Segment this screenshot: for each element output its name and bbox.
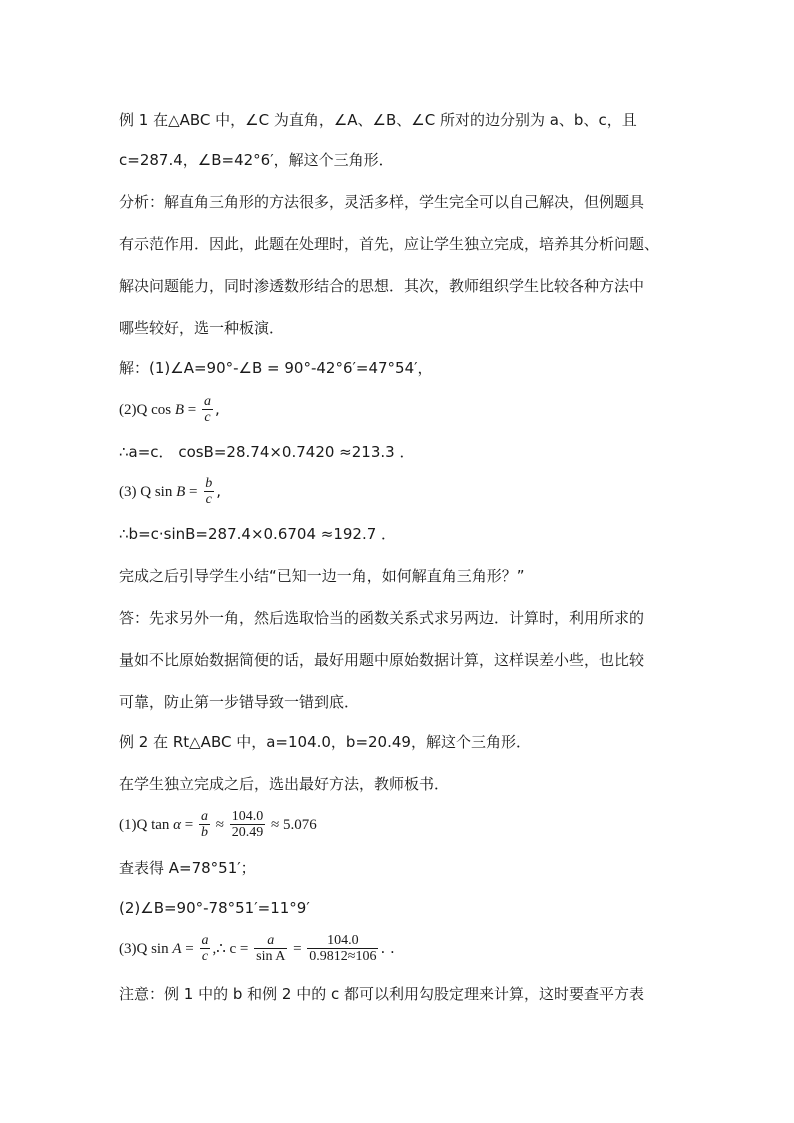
eq21-var: A xyxy=(172,941,182,957)
eq18-prefix: (1)Q tan xyxy=(119,817,174,833)
eq21-denominator1: c xyxy=(201,949,209,964)
answer-line1: 答：先求另外一角，然后选取恰当的函数关系式求另两边．计算时，利用所求的 xyxy=(119,609,645,627)
example1-statement-line1: 例 1 在△ABC 中，∠C 为直角，∠A、∠B、∠C 所对的边分别为 a、b、c，且 xyxy=(119,111,637,129)
eq18-fraction1 xyxy=(199,809,210,840)
eq8-eq: = xyxy=(184,402,200,418)
solution-step2-equation xyxy=(119,394,220,425)
eq18-numerator1: a xyxy=(201,809,208,824)
eq10-fraction xyxy=(203,476,214,507)
example2-step2: (2)∠B=90°-78°51′=11°9′ xyxy=(119,899,310,917)
eq18-eq: = xyxy=(181,817,197,833)
eq21-fraction2 xyxy=(254,933,287,964)
eq10-suffix: , xyxy=(216,482,221,500)
example1-statement-line2: c=287.4，∠B=42°6′，解这个三角形． xyxy=(119,151,394,169)
eq21-fraction1 xyxy=(199,933,210,964)
eq18-denominator1: b xyxy=(201,825,208,840)
eq21-eq2: = xyxy=(289,941,306,957)
example2-step3-equation xyxy=(119,932,395,965)
eq8-prefix: (2)Q cos xyxy=(119,402,175,418)
eq18-fraction2 xyxy=(230,809,266,840)
eq18-denominator2: 20.49 xyxy=(231,825,264,840)
analysis-line4: 哪些较好，选一种板演． xyxy=(119,319,285,337)
eq8-suffix: , xyxy=(214,400,220,418)
eq18-approx1: ≈ xyxy=(212,817,228,833)
solution-step1: 解：(1)∠A=90°-∠B = 90°-42°6′=47°54′， xyxy=(119,359,433,377)
eq21-prefix: (3)Q sin xyxy=(119,941,173,957)
analysis-line2: 有示范作用．因此，此题在处理时，首先，应让学生独立完成，培养其分析问题、 xyxy=(119,235,660,253)
eq10-denominator: c xyxy=(205,492,212,507)
solution-step2-result: ∴a=c． cosB=28.74×0.7420 ≈213.3 ． xyxy=(119,443,415,461)
analysis-line1: 分析：解直角三角形的方法很多，灵活多样，学生完全可以自己解决，但例题具 xyxy=(119,193,645,211)
eq21-numerator1: a xyxy=(201,933,209,948)
eq8-var: B xyxy=(174,402,184,418)
example2-statement: 例 2 在 Rt△ABC 中，a=104.0，b=20.49，解这个三角形． xyxy=(119,733,531,751)
eq8-fraction xyxy=(202,394,213,425)
eq10-prefix: (3) Q sin xyxy=(119,484,177,500)
eq18-numerator2: 104.0 xyxy=(231,809,264,824)
note-line: 注意：例 1 中的 b 和例 2 中的 c 都可以利用勾股定理来计算，这时要查平方表 xyxy=(119,985,645,1003)
eq21-fraction3 xyxy=(307,933,378,964)
eq21-denominator3: 0.9812≈106 xyxy=(309,949,377,964)
eq21-suffix: . . xyxy=(380,939,395,957)
eq21-numerator3: 104.0 xyxy=(327,933,359,948)
eq21-mid: ,∴ c = xyxy=(212,941,253,957)
example2-intro: 在学生独立完成之后，选出最好方法，教师板书． xyxy=(119,775,450,793)
eq8-numerator: a xyxy=(203,394,211,409)
analysis-line3: 解决问题能力，同时渗透数形结合的思想．其次，教师组织学生比较各种方法中 xyxy=(119,277,645,295)
eq18-var: α xyxy=(173,817,182,833)
summary-prompt: 完成之后引导学生小结“已知一边一角，如何解直角三角形？” xyxy=(119,567,525,585)
eq10-numerator: b xyxy=(205,476,213,491)
example2-step1-equation xyxy=(119,808,317,841)
eq10-var: B xyxy=(176,484,186,500)
eq21-numerator2: a xyxy=(267,933,275,948)
answer-line2: 量如不比原始数据简便的话，最好用题中原始数据计算，这样误差小些，也比较 xyxy=(119,651,645,669)
eq21-denominator2: sin A xyxy=(256,949,286,964)
answer-line3: 可靠，防止第一步错导致一错到底． xyxy=(119,693,360,711)
eq18-approx2: ≈ 5.076 xyxy=(267,817,317,833)
example2-table-lookup: 查表得 A=78°51′； xyxy=(119,859,256,877)
eq21-eq: = xyxy=(181,941,198,957)
eq8-denominator: c xyxy=(204,410,211,425)
eq10-eq: = xyxy=(185,484,202,500)
solution-step3-equation xyxy=(119,476,221,507)
solution-step3-result: ∴b=c·sinB=287.4×0.6704 ≈192.7 ． xyxy=(119,525,397,543)
